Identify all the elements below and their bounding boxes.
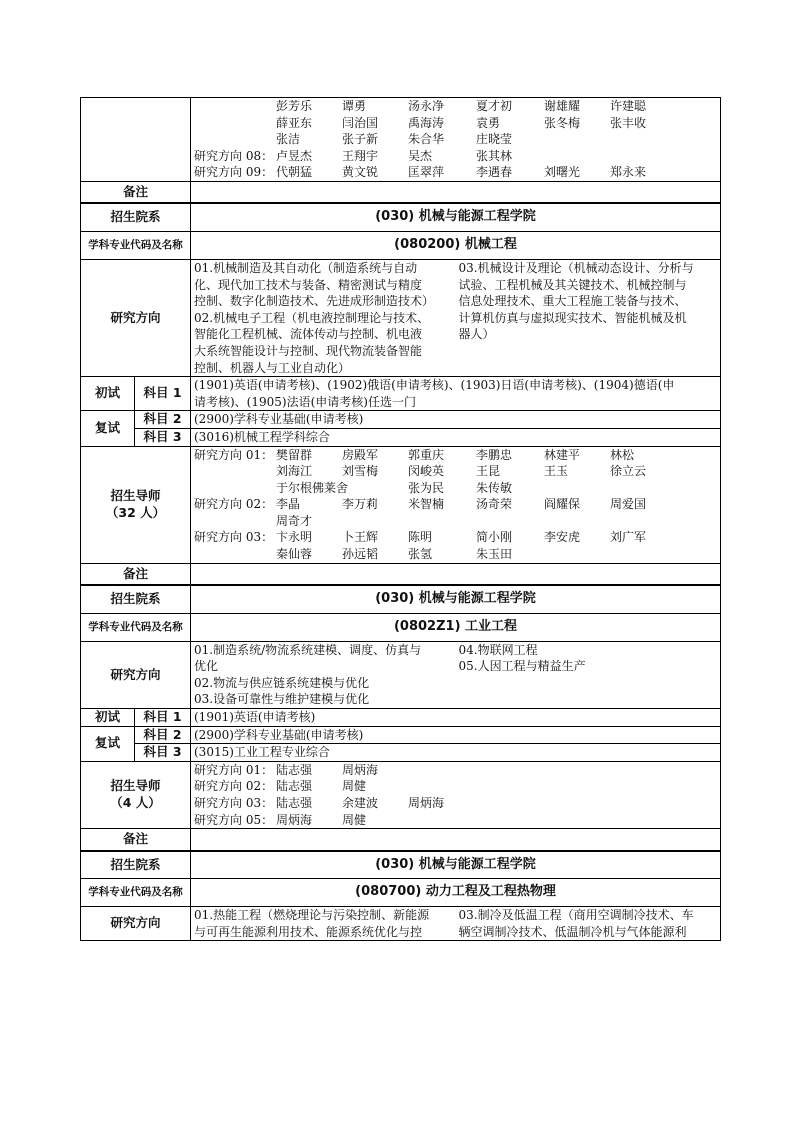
advisor-name: 匡翠萍: [408, 165, 445, 180]
direction-label: 研究方向: [81, 641, 191, 708]
advisor-name: 郑永来: [610, 165, 647, 180]
subject3-value: (3016)机械工程学科综合: [191, 428, 721, 446]
advisor-line: [194, 762, 717, 779]
advisor-name: 谢雄耀: [544, 99, 581, 113]
advisor-line: [194, 148, 717, 165]
advisor-name: 周爱国: [610, 497, 647, 512]
exam3-row: [81, 744, 721, 762]
advisor-name: [544, 762, 610, 779]
advisors-label: 招生导师: [110, 487, 161, 503]
remark-label: 备注: [81, 563, 191, 585]
advisor-name: 李万莉: [342, 497, 379, 512]
direction-prefix: 研究方向 03：: [194, 530, 274, 545]
direction-cell: [191, 259, 721, 376]
school-label: 招生院系: [81, 851, 191, 879]
advisor-line: [194, 164, 717, 181]
remark-row: [81, 181, 721, 203]
advisor-name: [476, 513, 544, 530]
direction-prefix: [194, 480, 276, 497]
direction-label: 研究方向: [81, 907, 191, 941]
advisor-name: [342, 513, 408, 530]
advisor-name: 王玉: [544, 464, 569, 479]
text-line: 03.机械设计及理论（机械动态设计、分析与: [458, 260, 694, 275]
advisor-name: 李晶: [276, 497, 301, 512]
exam1-row: [81, 377, 721, 411]
direction-label: 研究方向: [81, 259, 191, 376]
advisor-name: [544, 480, 610, 497]
advisor-name: 王翔宇: [342, 148, 379, 163]
major-row: [81, 613, 721, 641]
advisor-line: [194, 529, 717, 546]
text-line: 大系统智能设计与控制、现代物流装备智能: [194, 343, 423, 358]
direction-prefix: 研究方向 05：: [194, 812, 274, 827]
text-line: 化、现代加工技术与装备、精密测试与精度: [194, 277, 423, 292]
advisor-name: [610, 812, 676, 829]
direction-prefix: [194, 513, 276, 530]
advisor-name: [610, 513, 676, 530]
advisor-name: [610, 148, 676, 165]
text-line: 计算机仿真与虚拟现实技术、智能机械及机: [458, 310, 687, 325]
advisors-cell: [191, 98, 721, 182]
advisor-line: [194, 98, 717, 115]
advisor-name: 黄文锐: [342, 165, 379, 180]
advisor-name: 樊留群: [276, 447, 313, 462]
subject1-value: (1901)英语(申请考核): [191, 709, 721, 727]
exam2-label: 复试: [81, 726, 135, 761]
advisor-name: [476, 795, 544, 812]
direction-prefix: [194, 98, 276, 115]
advisor-name: 朱合华: [408, 132, 445, 147]
exam2-row: [81, 726, 721, 744]
exam2-row: [81, 411, 721, 429]
text-line: (1901)英语(申请考核)、(1902)俄语(申请考核)、(1903)日语(申请考核)、(1904)德语(申: [194, 378, 675, 393]
major-value: (0802Z1) 工业工程: [191, 613, 721, 641]
advisor-name: 阎耀保: [544, 497, 581, 512]
subject1-lines: [194, 377, 717, 410]
advisors-label-cell: [81, 761, 191, 828]
advisor-name: [610, 546, 676, 563]
advisor-line: [194, 778, 717, 795]
remark-label: 备注: [81, 829, 191, 851]
advisor-name: 刘雪梅: [342, 464, 379, 479]
advisor-name: 陈明: [408, 530, 433, 545]
advisor-name: [544, 795, 610, 812]
advisor-name: 袁勇: [476, 115, 501, 130]
direction-prefix: 研究方向 01：: [194, 762, 274, 777]
text-line: 01.热能工程（燃烧理论与污染控制、新能源: [194, 908, 430, 923]
advisor-name: 张洁: [276, 132, 301, 147]
text-line: 智能化工程机械、流体传动与控制、机电液: [194, 327, 423, 342]
subject1-cell: [191, 377, 721, 411]
advisor-name: 余建波: [342, 796, 379, 810]
advisor-name: 李鹏忠: [476, 447, 513, 462]
subject3-value: (3015)工业工程专业综合: [191, 744, 721, 762]
advisor-name: 代朝猛: [276, 165, 313, 180]
advisor-name: 薛亚东: [276, 115, 313, 130]
advisor-name: 卜王辉: [342, 530, 379, 545]
major-value: (080700) 动力工程及工程热物理: [191, 879, 721, 907]
remark-value: [191, 181, 721, 203]
direction-prefix: 研究方向 03：: [194, 796, 274, 810]
advisor-name: [610, 480, 676, 497]
advisors-cell: [191, 446, 721, 563]
text-line: 01.制造系统/物流系统建模、调度、仿真与: [194, 642, 422, 657]
text-line: 02.机械电子工程（机电液控制理论与技术、: [194, 310, 430, 325]
subject2-label: 科目 2: [135, 411, 191, 429]
advisor-name: 李遇春: [476, 165, 513, 180]
advisors-row: [81, 761, 721, 828]
advisor-name: 林松: [610, 447, 635, 462]
direction-left-column: [194, 907, 459, 940]
remark-row: [81, 563, 721, 585]
advisors-label-cell: [81, 446, 191, 563]
advisor-line: [194, 463, 717, 480]
exam1-label: 初试: [81, 709, 135, 727]
subject1-label: 科目 1: [135, 377, 191, 411]
advisor-name: 周奇才: [276, 513, 313, 528]
advisor-name: 刘广军: [610, 530, 647, 545]
school-value: (030) 机械与能源工程学院: [191, 851, 721, 879]
advisor-name: 许建聪: [610, 99, 647, 113]
advisor-line: [194, 447, 717, 464]
major-row: [81, 231, 721, 259]
advisor-name: [408, 762, 476, 779]
subject2-value: (2900)学科专业基础(申请考核): [191, 411, 721, 429]
advisor-name: 陆志强: [276, 762, 313, 777]
advisor-line: [194, 115, 717, 132]
direction-right-column: [459, 260, 718, 376]
text-line: 辆空调制冷技术、低温制冷机与气体能源利: [458, 924, 687, 939]
exam2-label: 复试: [81, 411, 135, 446]
advisors-count: （32 人）: [105, 504, 166, 520]
advisor-name: 秦仙蓉: [276, 547, 313, 562]
advisor-name: [476, 762, 544, 779]
advisor-name: [408, 812, 476, 829]
advisor-line: [194, 131, 717, 148]
advisor-name: [544, 812, 610, 829]
text-line: 优化: [194, 659, 219, 674]
advisor-name: 彭芳乐: [276, 99, 313, 113]
advisor-name: [342, 480, 408, 497]
direction-right-column: [459, 907, 718, 940]
advisor-line: [194, 795, 717, 812]
advisor-name: 庄晓莹: [476, 132, 513, 147]
school-value: (030) 机械与能源工程学院: [191, 203, 721, 231]
school-row: [81, 203, 721, 231]
advisor-name: 郭重庆: [408, 447, 445, 462]
text-line: 控制、机器人与工业自动化）: [194, 360, 351, 375]
advisor-name: [476, 812, 544, 829]
direction-left-column: [194, 260, 459, 376]
school-label: 招生院系: [81, 203, 191, 231]
direction-prefix: 研究方向 02：: [194, 779, 274, 794]
advisors-row: [81, 446, 721, 563]
advisors-row: [81, 98, 721, 182]
advisor-name: 禹海涛: [408, 115, 445, 130]
direction-prefix: [194, 115, 276, 132]
direction-left-column: [194, 642, 459, 708]
advisor-name: 张冬梅: [544, 115, 581, 130]
direction-prefix: 研究方向 01：: [194, 447, 274, 462]
direction-cell: [191, 641, 721, 708]
major-row: [81, 879, 721, 907]
advisor-name: [544, 546, 610, 563]
text-line: 请考核)、(1905)法语(申请考核)任选一门: [194, 394, 416, 409]
subject2-label: 科目 2: [135, 726, 191, 744]
advisor-name: 朱玉田: [476, 547, 513, 562]
advisor-name: 张氢: [408, 547, 433, 562]
advisor-name: 闫治国: [342, 115, 379, 130]
advisor-name: 张为民: [408, 480, 445, 495]
school-label: 招生院系: [81, 585, 191, 613]
exam1-label: 初试: [81, 377, 135, 411]
school-row: [81, 851, 721, 879]
advisor-name: 陆志强: [276, 796, 313, 810]
advisor-line: [194, 480, 717, 497]
advisor-name: 闵峻英: [408, 464, 445, 479]
advisor-name: 张其林: [476, 148, 513, 163]
advisor-name: 张丰收: [610, 115, 647, 130]
major-value: (080200) 机械工程: [191, 231, 721, 259]
major-label: 学科专业代码及名称: [81, 879, 191, 907]
advisor-name: 汤永净: [408, 99, 445, 113]
direction-row: [81, 259, 721, 376]
advisor-name: 卢昱杰: [276, 148, 313, 163]
advisor-name: 房殿军: [342, 447, 379, 462]
remark-value: [191, 829, 721, 851]
advisor-name: 周炳海: [342, 762, 379, 777]
advisor-name: 张子新: [342, 132, 379, 147]
direction-right-column: [459, 642, 718, 708]
advisor-name: 李安虎: [544, 530, 581, 545]
direction-cell: [191, 907, 721, 941]
remark-value: [191, 563, 721, 585]
advisor-name: [408, 778, 476, 795]
advisor-name: [544, 513, 610, 530]
text-line: 器人）: [458, 327, 495, 342]
text-line: 信息处理技术、重大工程施工装备与技术、: [458, 294, 687, 309]
advisor-name: [610, 778, 676, 795]
text-line: 控制、数字化制造技术、先进成形制造技术）: [194, 294, 435, 309]
admissions-table: [80, 97, 721, 941]
advisor-name: 徐立云: [610, 464, 647, 479]
text-line: 试验、工程机械及其关键技术、机械控制与: [458, 277, 687, 292]
advisor-name: 周健: [342, 779, 367, 794]
advisor-name: 朱传敏: [476, 480, 513, 495]
advisor-name: 周炳海: [408, 796, 445, 810]
advisor-line: [194, 546, 717, 563]
advisor-name: 卞永明: [276, 530, 313, 545]
advisors-cell: [191, 761, 721, 828]
advisor-name: [610, 131, 676, 148]
direction-row: [81, 641, 721, 708]
advisors-count: （4 人）: [110, 795, 161, 810]
text-line: 03.制冷及低温工程（商用空调制冷技术、车: [458, 908, 694, 923]
direction-prefix: 研究方向 08：: [194, 148, 274, 163]
direction-prefix: [194, 546, 276, 563]
subject1-label: 科目 1: [135, 709, 191, 727]
direction-prefix: 研究方向 02：: [194, 497, 274, 512]
advisor-name: 周健: [342, 812, 367, 827]
direction-prefix: 研究方向 09：: [194, 165, 274, 180]
advisor-name: [610, 795, 676, 812]
direction-row: [81, 907, 721, 941]
remark-label: 备注: [81, 181, 191, 203]
advisor-name: 谭勇: [342, 99, 367, 113]
text-line: 04.物联网工程: [458, 642, 538, 657]
advisor-name: 林建平: [544, 447, 581, 462]
major-label: 学科专业代码及名称: [81, 613, 191, 641]
advisor-name: 简小刚: [476, 530, 513, 545]
advisor-line: [194, 513, 717, 530]
advisor-name: 刘曙光: [544, 165, 581, 180]
text-line: 02.物流与供应链系统建模与优化: [194, 675, 370, 690]
direction-prefix: [194, 131, 276, 148]
advisor-name: 周炳海: [276, 812, 313, 827]
text-line: 03.设备可靠性与维护建模与优化: [194, 692, 370, 707]
advisors-label: 招生导师: [110, 778, 161, 794]
advisor-name: [408, 513, 476, 530]
subject2-value: (2900)学科专业基础(申请考核): [191, 726, 721, 744]
advisor-name: [610, 762, 676, 779]
advisor-name: 夏才初: [476, 99, 513, 113]
advisor-list: [194, 762, 717, 828]
text-line: 与可再生能源利用技术、能源系统优化与控: [194, 924, 423, 939]
advisor-name: [544, 131, 610, 148]
advisor-name: 孙远韬: [342, 547, 379, 562]
advisor-list: [194, 447, 717, 563]
text-line: 01.机械制造及其自动化（制造系统与自动: [194, 260, 418, 275]
school-row: [81, 585, 721, 613]
remark-row: [81, 829, 721, 851]
advisor-name: 陆志强: [276, 779, 313, 794]
school-value: (030) 机械与能源工程学院: [191, 585, 721, 613]
direction-prefix: [194, 463, 276, 480]
exam1-row: [81, 709, 721, 727]
subject3-label: 科目 3: [135, 428, 191, 446]
advisor-name: 米智楠: [408, 497, 445, 512]
advisor-name: 吴杰: [408, 148, 433, 163]
advisor-line: [194, 812, 717, 829]
subject3-label: 科目 3: [135, 744, 191, 762]
advisor-name: [544, 148, 610, 165]
major-label: 学科专业代码及名称: [81, 231, 191, 259]
advisor-name: [544, 778, 610, 795]
advisor-line: [194, 496, 717, 513]
text-line: 05.人因工程与精益生产: [458, 659, 586, 674]
advisor-name: 于尔根佛莱舍: [276, 480, 349, 495]
advisor-list: [194, 98, 717, 181]
advisor-name: 王昆: [476, 464, 501, 479]
advisor-name: 汤奇荣: [476, 497, 513, 512]
advisor-name: 刘海江: [276, 464, 313, 479]
advisor-name: [476, 778, 544, 795]
advisors-label-cell: [81, 98, 191, 182]
exam3-row: [81, 428, 721, 446]
